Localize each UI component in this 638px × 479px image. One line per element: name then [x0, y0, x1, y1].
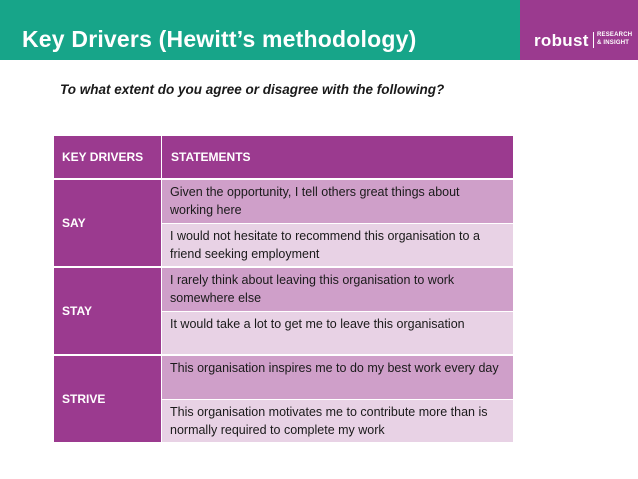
driver-group-say: [54, 178, 513, 266]
key-drivers-table: [54, 136, 513, 442]
statement-row: I would not hesitate to recommend this organisation to a friend seeking employment: [162, 223, 513, 266]
table-header-row: [54, 136, 513, 178]
statement-list: [161, 356, 513, 442]
statement-row: This organisation inspires me to do my best work every day: [162, 356, 513, 399]
title-bar: [0, 0, 520, 60]
logo-tagline-line1: RESEARCH: [597, 32, 633, 38]
logo-tagline: [597, 31, 632, 47]
survey-question: To what extent do you agree or disagree with the following?: [60, 82, 445, 97]
logo: [520, 0, 638, 60]
statement-list: [161, 180, 513, 266]
statement-row: It would take a lot to get me to leave this organisation: [162, 311, 513, 354]
driver-label: STAY: [54, 268, 161, 354]
driver-group-stay: [54, 266, 513, 354]
column-header-key-drivers: KEY DRIVERS: [54, 136, 161, 178]
statement-row: I rarely think about leaving this organisation to work somewhere else: [162, 268, 513, 311]
statement-row: Given the opportunity, I tell others great things about working here: [162, 180, 513, 223]
driver-label: SAY: [54, 180, 161, 266]
page-title: Key Drivers (Hewitt’s methodology): [22, 26, 417, 52]
logo-divider: [593, 32, 594, 48]
driver-label: STRIVE: [54, 356, 161, 442]
logo-tagline-line2: & INSIGHT: [597, 40, 630, 46]
logo-word: robust: [534, 31, 589, 50]
statement-row: This organisation motivates me to contribute more than is normally required to complete my work: [162, 399, 513, 442]
statement-list: [161, 268, 513, 354]
driver-group-strive: [54, 354, 513, 442]
column-header-statements: STATEMENTS: [161, 136, 513, 178]
